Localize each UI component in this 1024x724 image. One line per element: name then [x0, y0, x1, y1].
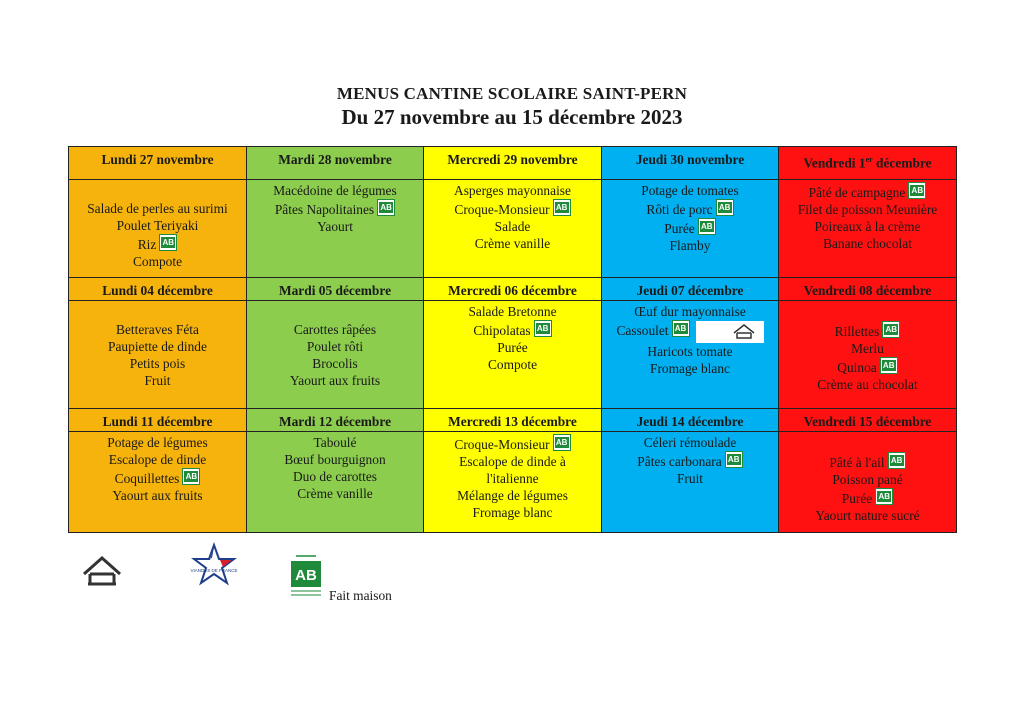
- menu-item: [781, 471, 954, 488]
- agriculture-biologique-icon: [725, 451, 743, 468]
- menu-item-text: Yaourt nature sucré: [815, 508, 920, 523]
- menu-item: [426, 235, 599, 252]
- menu-item-text: Filet de poisson Meunière: [797, 202, 938, 217]
- menu-item: [604, 360, 776, 377]
- day-title: Jeudi 07 décembre: [636, 283, 744, 298]
- menu-item-text: Pâtes Napolitaines: [274, 202, 375, 217]
- menu-item: [781, 182, 954, 201]
- day-title-sup: er: [865, 155, 873, 164]
- menu-item: [781, 235, 954, 252]
- menu-item: [604, 199, 776, 218]
- menu-item-text: Compote: [487, 357, 538, 372]
- menu-item-text: Brocolis: [312, 356, 358, 371]
- day-title: Jeudi 30 novembre: [635, 152, 745, 167]
- menu-item-text: Coquillettes: [114, 471, 180, 486]
- agriculture-biologique-icon: [716, 199, 734, 216]
- menu-item: [249, 199, 421, 218]
- menu-item: [426, 356, 599, 373]
- menu-item-text: Betteraves Féta: [116, 322, 199, 337]
- agriculture-biologique-icon: [908, 182, 926, 199]
- menu-item-text: Merlu: [851, 341, 884, 356]
- agriculture-biologique-icon: [159, 234, 177, 251]
- week-menu-row: [69, 301, 957, 409]
- menu-table: [68, 146, 957, 533]
- menu-item: [426, 303, 599, 320]
- menu-item-text: Yaourt aux fruits: [112, 488, 203, 503]
- day-title: Lundi 04 décembre: [102, 283, 213, 298]
- menu-items: [426, 301, 599, 373]
- menu-item: [781, 507, 954, 524]
- menu-item-text: Cassoulet: [616, 323, 669, 338]
- menu-item-text: Poulet Teriyaki: [116, 218, 199, 233]
- menu-item: [71, 253, 244, 270]
- day-title: Vendredi 15 décembre: [803, 414, 932, 429]
- day-header-cell: [424, 147, 602, 180]
- agriculture-biologique-icon: [553, 434, 571, 451]
- menu-items: [604, 301, 776, 377]
- menu-item-text: Poulet rôti: [306, 339, 364, 354]
- menu-item-text: Potage de tomates: [641, 183, 739, 198]
- menu-item-text: Salade: [494, 219, 531, 234]
- day-menu-cell: [247, 432, 424, 533]
- menu-item-text: Œuf dur mayonnaise: [634, 304, 746, 319]
- menu-item-text: Rillettes: [834, 324, 880, 339]
- menu-items: [604, 180, 776, 254]
- agriculture-biologique-icon: [888, 452, 906, 469]
- menu-item: [426, 182, 599, 199]
- menu-item-text: Bœuf bourguignon: [284, 452, 386, 467]
- menu-item: [604, 218, 776, 237]
- menu-item-text: Taboulé: [313, 435, 357, 450]
- week-menu-row: [69, 180, 957, 278]
- menu-items: [249, 432, 421, 502]
- menu-item-text: Quinoa: [837, 360, 877, 375]
- agriculture-biologique-icon: [882, 321, 900, 338]
- day-header-cell: [779, 409, 957, 432]
- menu-item: [781, 376, 954, 393]
- menu-item: [781, 321, 954, 340]
- menu-item-text: Potage de légumes: [107, 435, 208, 450]
- menu-item: [71, 372, 244, 389]
- agriculture-biologique-icon: [534, 320, 552, 337]
- menu-items: [604, 432, 776, 487]
- menu-item: [604, 237, 776, 254]
- menu-item-text: Fromage blanc: [472, 505, 553, 520]
- menu-item-text: Escalope de dinde: [108, 452, 207, 467]
- day-header-cell: [247, 147, 424, 180]
- menu-items: [426, 432, 599, 521]
- menu-item: [781, 357, 954, 376]
- agriculture-biologique-icon: [288, 552, 324, 600]
- day-menu-cell: [69, 301, 247, 409]
- menu-item: [249, 434, 421, 451]
- menu-item-text: Flamby: [669, 238, 711, 253]
- week-menu-row: [69, 432, 957, 533]
- menu-items: [781, 180, 954, 252]
- menu-item-text: Banane chocolat: [823, 236, 912, 251]
- menu-item: [71, 468, 244, 487]
- menu-item: [604, 434, 776, 451]
- menu-item: [426, 434, 599, 453]
- menu-item-text: Petits pois: [129, 356, 186, 371]
- viandes-de-france-label: VIANDES DE FRANCE: [190, 568, 238, 573]
- agriculture-biologique-icon: [672, 320, 690, 337]
- menu-item: [604, 320, 776, 343]
- menu-items: [249, 180, 421, 235]
- menu-item: [426, 504, 599, 521]
- menu-items: [71, 180, 244, 270]
- menu-item: [604, 182, 776, 199]
- menu-item-text: Chipolatas: [473, 323, 531, 338]
- day-menu-cell: [779, 301, 957, 409]
- day-title: Mercredi 29 novembre: [447, 152, 578, 167]
- viandes-de-france-icon: [190, 542, 238, 590]
- menu-item-text: Asperges mayonnaise: [454, 183, 571, 198]
- menu-items: [781, 432, 954, 524]
- menu-item: [71, 217, 244, 234]
- day-header-cell: [424, 278, 602, 301]
- day-header-cell: [69, 278, 247, 301]
- day-menu-cell: [779, 432, 957, 533]
- day-menu-cell: [424, 180, 602, 278]
- menu-item-text: Fruit: [676, 471, 704, 486]
- menu-item-text: Paupiette de dinde: [108, 339, 207, 354]
- day-title: Lundi 27 novembre: [101, 152, 214, 167]
- day-menu-cell: [602, 301, 779, 409]
- menu-item: [781, 452, 954, 471]
- menu-item-text: Fruit: [144, 373, 171, 388]
- menu-item: [71, 451, 244, 468]
- day-title: Mardi 12 décembre: [278, 414, 392, 429]
- agriculture-biologique-icon: [182, 468, 200, 485]
- day-title: Lundi 11 décembre: [102, 414, 213, 429]
- day-header-cell: [247, 409, 424, 432]
- day-title: Vendredi 1er décembre: [803, 155, 932, 171]
- agriculture-biologique-icon: [553, 199, 571, 216]
- menu-title: MENUS CANTINE SCOLAIRE SAINT-PERN: [336, 84, 688, 103]
- menu-item-text: Croque-Monsieur: [454, 437, 550, 452]
- menu-item: [781, 340, 954, 357]
- menu-item: [604, 470, 776, 487]
- menu-item-text: Crème vanille: [474, 236, 551, 251]
- fait-maison-house-icon: [68, 534, 136, 600]
- menu-item: [249, 468, 421, 485]
- agriculture-biologique-icon: [377, 199, 395, 216]
- day-menu-cell: [247, 180, 424, 278]
- day-title: Mercredi 06 décembre: [448, 283, 577, 298]
- menu-item-text: Compote: [132, 254, 183, 269]
- menu-subtitle: Du 27 novembre au 15 décembre 2023: [341, 105, 683, 129]
- day-header-cell: [602, 278, 779, 301]
- menu-item-text: Riz: [137, 237, 157, 252]
- day-header-cell: [602, 147, 779, 180]
- menu-item-text: Duo de carottes: [292, 469, 378, 484]
- day-header-cell: [779, 147, 957, 180]
- menu-items: [71, 432, 244, 504]
- menu-item: [71, 321, 244, 338]
- menu-item: [426, 487, 599, 504]
- menu-item-text: Purée: [841, 491, 873, 506]
- day-header-cell: [424, 409, 602, 432]
- day-header-cell: [69, 409, 247, 432]
- menu-item-text: Croque-Monsieur: [454, 202, 550, 217]
- menu-item-text: Céleri rémoulade: [643, 435, 737, 450]
- day-title: Mercredi 13 décembre: [448, 414, 577, 429]
- menu-item: [71, 234, 244, 253]
- svg-text:AB: AB: [295, 567, 317, 584]
- menu-item-text: Haricots tomate: [647, 343, 733, 359]
- menu-item-text: Escalope de dinde à: [459, 454, 566, 469]
- day-title: Mardi 05 décembre: [278, 283, 392, 298]
- day-menu-cell: [602, 180, 779, 278]
- menu-items: [71, 301, 244, 389]
- menu-item: [71, 355, 244, 372]
- day-header-cell: [247, 278, 424, 301]
- day-menu-cell: [424, 301, 602, 409]
- menu-item-text: Fromage blanc: [650, 360, 730, 376]
- menu-item: [426, 320, 599, 339]
- menu-item: [71, 338, 244, 355]
- menu-item-text: Pâtes carbonara: [637, 454, 722, 469]
- agriculture-biologique-icon: [875, 488, 893, 505]
- menu-item-text: Mélange de légumes: [457, 488, 568, 503]
- menu-item-text: Poireaux à la crème: [814, 219, 921, 234]
- menu-items: [781, 301, 954, 393]
- menu-item: [781, 218, 954, 235]
- menu-item: [604, 343, 776, 360]
- menu-item-text: Salade Bretonne: [468, 304, 557, 319]
- menu-item: [249, 338, 421, 355]
- menu-item-text: Pâté à l'ail: [829, 455, 885, 470]
- menu-item-text: Poisson pané: [832, 472, 903, 487]
- menu-item-text: Carottes râpées: [293, 322, 377, 337]
- menu-item: [249, 485, 421, 502]
- menu-item: [426, 339, 599, 356]
- menu-item: [604, 303, 776, 320]
- agriculture-biologique-icon: [880, 357, 898, 374]
- menu-item: [249, 182, 421, 199]
- day-header-cell: [69, 147, 247, 180]
- menu-item-text: Purée: [497, 340, 528, 355]
- day-menu-cell: [424, 432, 602, 533]
- menu-item: [781, 201, 954, 218]
- menu-item-text: Crème vanille: [297, 486, 373, 501]
- menu-item: [249, 218, 421, 235]
- day-menu-cell: [69, 432, 247, 533]
- menu-item-text: Salade de perles au surimi: [87, 201, 228, 216]
- menu-items: [426, 180, 599, 252]
- menu-item: [604, 451, 776, 470]
- menu-item-text: Rôti de porc: [646, 202, 713, 217]
- menu-item-text: Yaourt aux fruits: [289, 373, 381, 388]
- menu-item: [426, 470, 599, 487]
- menu-item: [426, 218, 599, 235]
- day-menu-cell: [69, 180, 247, 278]
- menu-item: [426, 199, 599, 218]
- day-title: Mardi 28 novembre: [278, 152, 392, 167]
- menu-item: [249, 321, 421, 338]
- day-header-cell: [602, 409, 779, 432]
- day-title: Jeudi 14 décembre: [636, 414, 744, 429]
- menu-item-text: Macédoine de légumes: [273, 183, 397, 198]
- day-menu-cell: [247, 301, 424, 409]
- legend: [68, 534, 468, 614]
- menu-item: [249, 355, 421, 372]
- menu-item-text: l'italienne: [486, 471, 539, 486]
- menu-item: [781, 488, 954, 507]
- week-header-row: [69, 409, 957, 432]
- menu-item: [249, 451, 421, 468]
- day-menu-cell: [779, 180, 957, 278]
- menu-item: [249, 372, 421, 389]
- menu-item-text: Purée: [664, 221, 695, 236]
- week-header-row: [69, 278, 957, 301]
- menu-item-text: Yaourt: [317, 219, 353, 234]
- day-header-cell: [779, 278, 957, 301]
- agriculture-biologique-icon: [698, 218, 716, 235]
- menu-item-text: Pâté de campagne: [808, 185, 906, 200]
- day-menu-cell: [602, 432, 779, 533]
- menu-item: [71, 200, 244, 217]
- day-title: Vendredi 08 décembre: [803, 283, 932, 298]
- fait-maison-label: Fait maison: [329, 588, 392, 603]
- fait-maison-house-icon: [696, 321, 764, 343]
- menu-items: [249, 301, 421, 389]
- menu-item: [71, 487, 244, 504]
- menu-item: [71, 434, 244, 451]
- menu-item: [426, 453, 599, 470]
- week-header-row: [69, 147, 957, 180]
- menu-item-text: Crème au chocolat: [817, 377, 918, 392]
